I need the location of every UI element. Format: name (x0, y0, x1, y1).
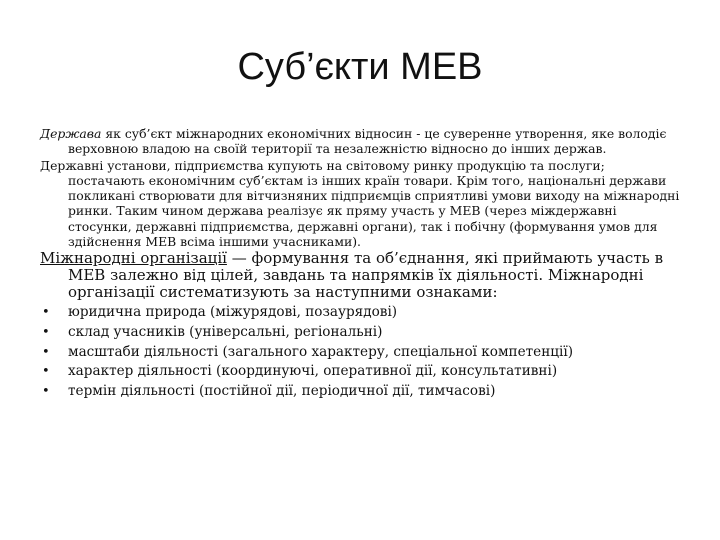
slide-body (40, 126, 680, 401)
term-international-organizations: Міжнародні організації (40, 249, 227, 268)
bullet-icon: • (42, 364, 50, 380)
bullet-icon: • (42, 383, 50, 399)
term-state: Держава (40, 126, 102, 141)
bullet-icon: • (42, 344, 50, 360)
list-item-text: склад учасників (універсальні, регіональні) (68, 323, 383, 340)
list-item (40, 343, 680, 363)
list-item (40, 303, 680, 323)
bullet-icon: • (42, 324, 50, 340)
paragraph-international-organizations-text: — формування та об’єднання, які приймають участь в МЕВ залежно від цілей, завдань та напрямків їх діяльності. Міжнародні організації систематизують за наступними ознаками: (68, 249, 664, 302)
list-item-text: юридична природа (міжурядові, позаурядові) (68, 304, 398, 321)
paragraph-state (40, 126, 680, 157)
paragraph-international-organizations (40, 250, 680, 301)
list-item (40, 323, 680, 343)
paragraph-state-text: як суб’єкт міжнародних економічних відносин - це суверенне утворення, яке володіє верховною владою на своїй території та незалежністю відносно до інших держав. (68, 126, 667, 157)
list-item (40, 362, 680, 382)
list-item-text: термін діяльності (постійної дії, періодичної дії, тимчасові) (68, 382, 496, 399)
list-item-text: масштаби діяльності (загального характеру, спеціальної компетенції) (68, 343, 574, 360)
bullet-icon: • (42, 305, 50, 321)
paragraph-state-institutions (40, 158, 680, 250)
list-item (40, 382, 680, 402)
paragraph-state-institutions-text: Державні установи, підприємства купують на світовому ринку продукцію та послуги; постачають економічним суб’єктам із інших країн товари. Крім того, національні держави покликані створювати для вітчизняних підприємців сприятливі умови виходу на міжнародні ринки. Таким чином держава реалізує як пряму участь у МЕВ (через міждержавні стосунки, державні підприємства, державні органи), так і побічну (формування умов для здійснення МЕВ всіма іншими учасниками). (40, 157, 680, 250)
slide-title: Суб’єкти МЕВ (237, 46, 483, 88)
criteria-list (40, 303, 680, 401)
list-item-text: характер діяльності (координуючі, оперативної дії, консультативні) (68, 363, 558, 380)
